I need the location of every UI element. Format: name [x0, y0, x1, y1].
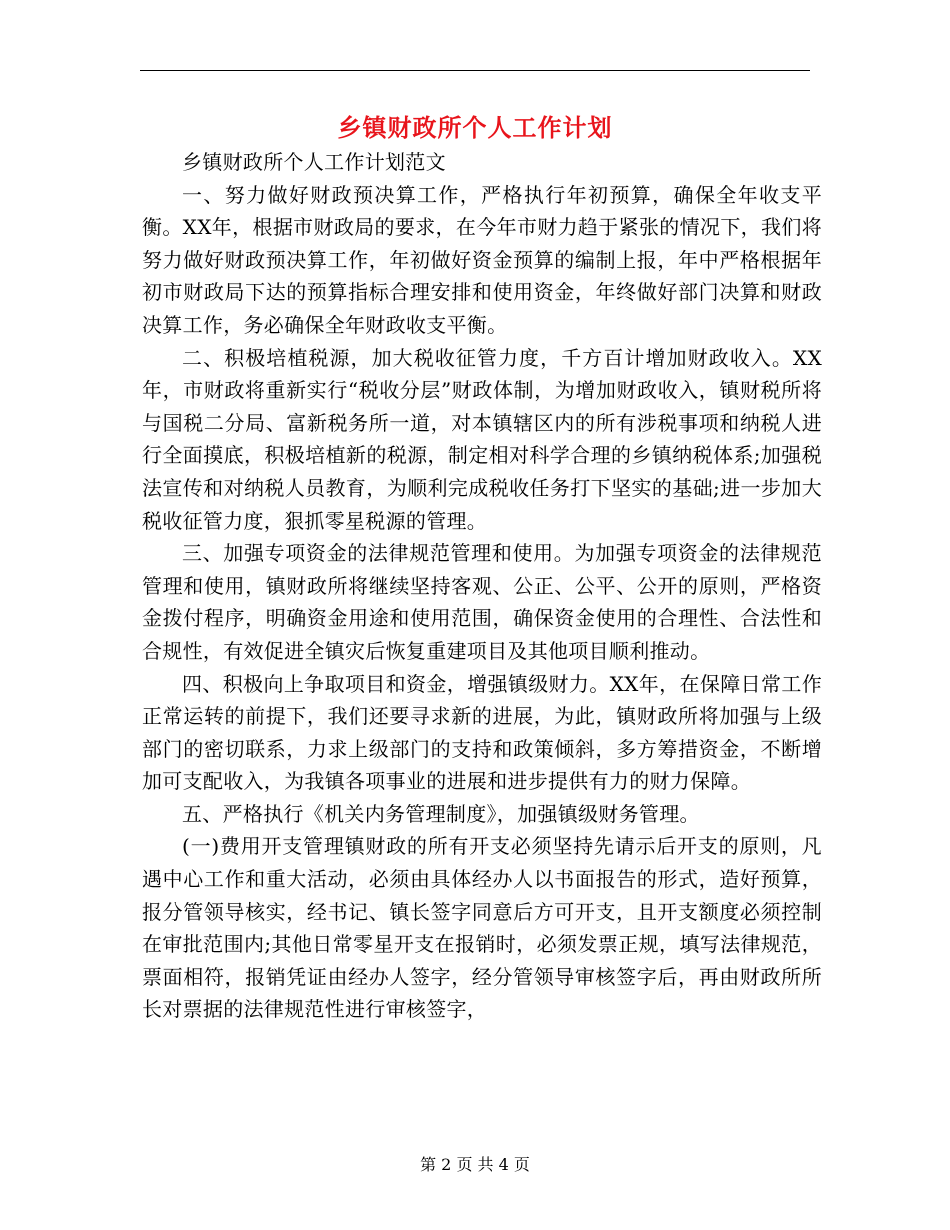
- paragraph-5: 五、严格执行《机关内务管理制度》，加强镇级财务管理。: [182, 801, 700, 826]
- document-body: [142, 146, 822, 1026]
- page-number: 第 2 页 共 4 页: [420, 1155, 530, 1174]
- subtitle-paragraph: 乡镇财政所个人工作计划范文: [182, 150, 446, 174]
- document-title: 乡镇财政所个人工作计划: [337, 114, 613, 142]
- paragraph-2: 二、积极培植税源，加大税收征管力度，千方百计增加财政收入。XX年，市财政将重新实行“税收分层”财政体制，为增加财政收入，镇财税所将与国税二分局、富新税务所一道，对本镇辖区内的所有涉税事项和纳税人进行全面摸底，积极培植新的税源，制定相对科学合理的乡镇纳税体系;加强税法宣传和对纳税人员教育，为顺利完成税收任务打下坚实的基础;进一步加大税收征管力度，狠抓零星税源的管理。: [142, 345, 822, 533]
- paragraph-6: (一)费用开支管理镇财政的所有开支必须坚持先请示后开支的原则，凡遇中心工作和重大活动，必须由具体经办人以书面报告的形式，造好预算，报分管领导核实，经书记、镇长签字同意后方可开支，且开支额度必须控制在审批范围内;其他日常零星开支在报销时，必须发票正规，填写法律规范，票面相符，报销凭证由经办人签字，经分管领导审核签字后，再由财政所所长对票据的法律规范性进行审核签字，: [142, 834, 822, 1022]
- paragraph-4: 四、积极向上争取项目和资金，增强镇级财力。XX年，在保障日常工作正常运转的前提下，我们还要寻求新的进展，为此，镇财政所将加强与上级部门的密切联系，力求上级部门的支持和政策倾斜，多方筹措资金，不断增加可支配收入，为我镇各项事业的进展和进步提供有力的财力保障。: [142, 671, 822, 794]
- paragraph-1: 一、努力做好财政预决算工作，严格执行年初预算，确保全年收支平衡。XX年，根据市财政局的要求，在今年市财力趋于紧张的情况下，我们将努力做好财政预决算工作，年初做好资金预算的编制上报，年中严格根据年初市财政局下达的预算指标合理安排和使用资金，年终做好部门决算和财政决算工作，务必确保全年财政收支平衡。: [142, 182, 822, 337]
- paragraph-3: 三、加强专项资金的法律规范管理和使用。为加强专项资金的法律规范管理和使用，镇财政所将继续坚持客观、公正、公平、公开的原则，严格资金拨付程序，明确资金用途和使用范围，确保资金使用的合理性、合法性和合规性，有效促进全镇灾后恢复重建项目及其他项目顺利推动。: [142, 541, 822, 663]
- header-rule: [140, 70, 810, 71]
